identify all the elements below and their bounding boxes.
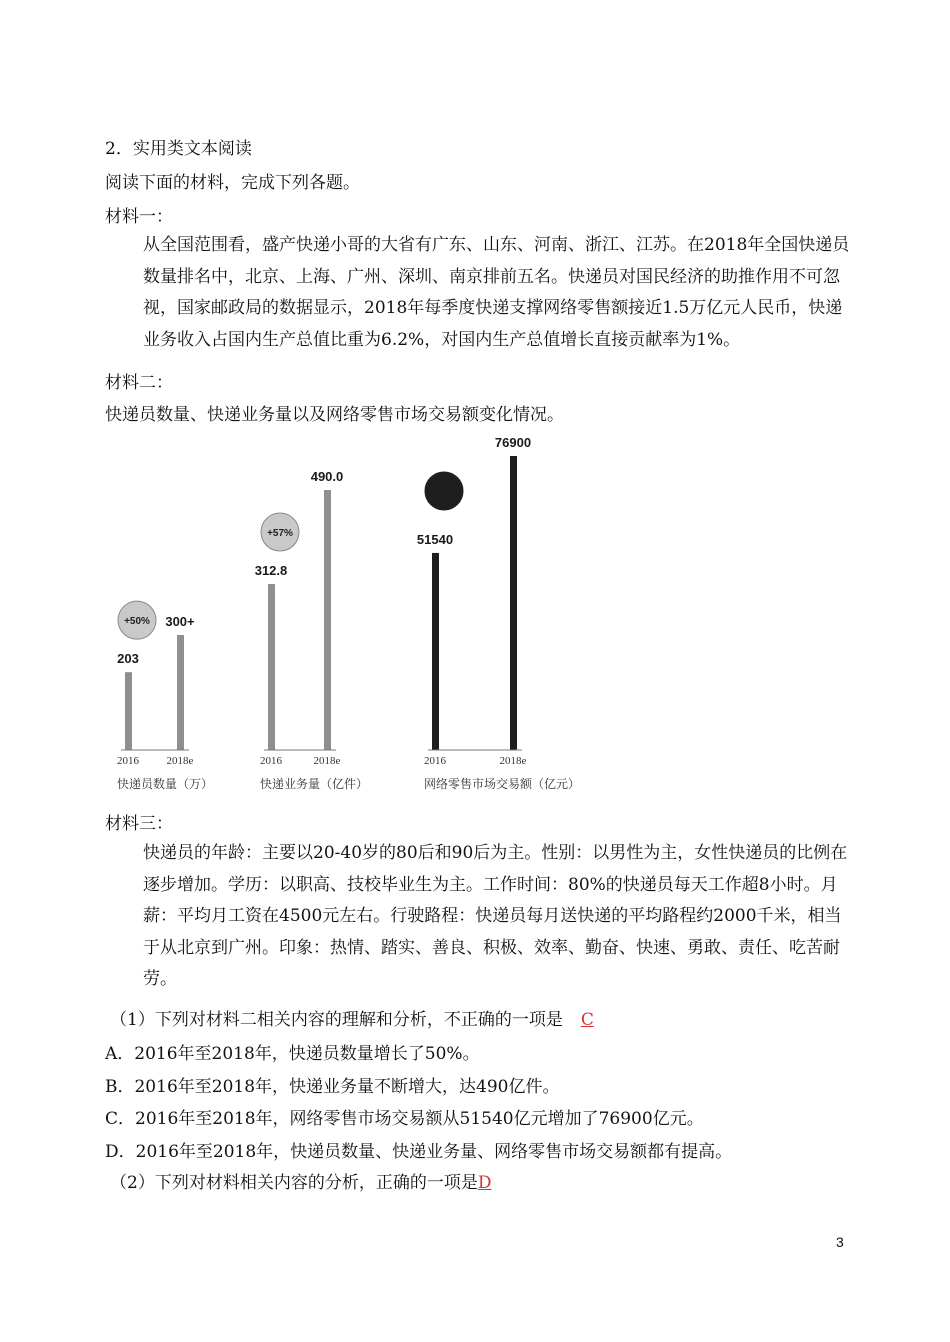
- material3-title: 材料三：: [105, 814, 173, 834]
- chart-value-label: 203: [117, 651, 139, 667]
- chart-tick-label: 2016: [117, 755, 139, 767]
- chart-bar-3-2016: [432, 553, 439, 750]
- chart-bar-1-2018e: [177, 635, 184, 750]
- q2-answer: D: [477, 1173, 492, 1193]
- chart-tick-label: 2018e: [166, 755, 194, 767]
- chart-value-label: 312.8: [254, 563, 288, 579]
- chart-bar-3-2018e: [510, 456, 517, 750]
- material2-caption: 快递员数量、快递业务量以及网络零售市场交易额变化情况。: [105, 405, 564, 425]
- material3-paragraph: 快递员的年龄：主要以20-40岁的80后和90后为主。性别：以男性为主，女性快递员的比例在逐步增加。学历：以职高、技校毕业生为主。工作时间：80%的快递员每天工作超8小时。月薪：平均月工资在4500元左右。行驶路程：快递员每月送快递的平均路程约2000千米，相当于从北京到广州。印象：热情、踏实、善良、积极、效率、勤奋、快速、勇敢、责任、吃苦耐劳。: [143, 843, 848, 989]
- q2-stem: [110, 1172, 491, 1194]
- q1-option-c: C．2016年至2018年，网络零售市场交易额从51540亿元增加了76900亿元。: [105, 1109, 704, 1129]
- q1-option-b: B．2016年至2018年，快递业务量不断增大，达490亿件。: [105, 1077, 560, 1097]
- q1-stem-text: （1）下列对材料二相关内容的理解和分析，不正确的一项是: [110, 1010, 563, 1030]
- chart-value-label: 490.0: [310, 469, 344, 484]
- chart-bar-1-2016: [125, 672, 132, 750]
- chart-tick-label: 2016: [260, 755, 282, 767]
- material1-paragraph: 从全国范围看，盛产快递小哥的大省有广东、山东、河南、浙江、江苏。在2018年全国快递员数量排名中，北京、上海、广州、深圳、南京排前五名。快递员对国民经济的助推作用不可忽视，国家邮政局的数据显示，2018年每季度快递支撑网络零售额接近1.5万亿元人民币，快递业务收入占国内生产总值比重为6.2%，对国内生产总值增长直接贡献率为1%。: [143, 235, 850, 350]
- q1-option-d: D．2016年至2018年，快递员数量、快递业务量、网络零售市场交易额都有提高。: [105, 1142, 733, 1162]
- chart-bar-2-2018e: [324, 490, 331, 750]
- growth-badge-icon: [425, 472, 463, 510]
- chart-tick-label: 2018e: [499, 755, 527, 767]
- growth-badge-label: +50%: [124, 616, 150, 628]
- q2-stem-text: （2）下列对材料相关内容的分析，正确的一项是: [110, 1173, 478, 1193]
- chart: [95, 425, 615, 800]
- chart-value-label: 51540: [416, 531, 454, 547]
- chart-tick-label: 2018e: [313, 755, 341, 767]
- chart-bar-2-2016: [268, 584, 275, 750]
- chart-value-label: 76900: [494, 435, 532, 450]
- section-heading: 2．实用类文本阅读: [105, 139, 252, 159]
- page-number: 3: [836, 1234, 844, 1250]
- q1-option-a: A．2016年至2018年，快递员数量增长了50%。: [105, 1044, 480, 1064]
- chart-group-label: 快递员数量（万）: [117, 777, 214, 791]
- material2-title: 材料二：: [105, 373, 173, 393]
- chart-group-label: 快递业务量（亿件）: [260, 777, 369, 791]
- q1-answer: C: [580, 1010, 594, 1030]
- material1-text: [105, 230, 850, 356]
- chart-group-label: 网络零售市场交易额（亿元）: [424, 777, 581, 791]
- instruction: 阅读下面的材料，完成下列各题。: [105, 173, 360, 193]
- q1-stem: [110, 1009, 602, 1031]
- material1-title: 材料一：: [105, 207, 173, 227]
- chart-tick-label: 2016: [424, 755, 446, 767]
- chart-value-label: 300+: [165, 614, 195, 629]
- growth-badge-label: +57%: [267, 528, 293, 540]
- material3-text: [105, 838, 850, 996]
